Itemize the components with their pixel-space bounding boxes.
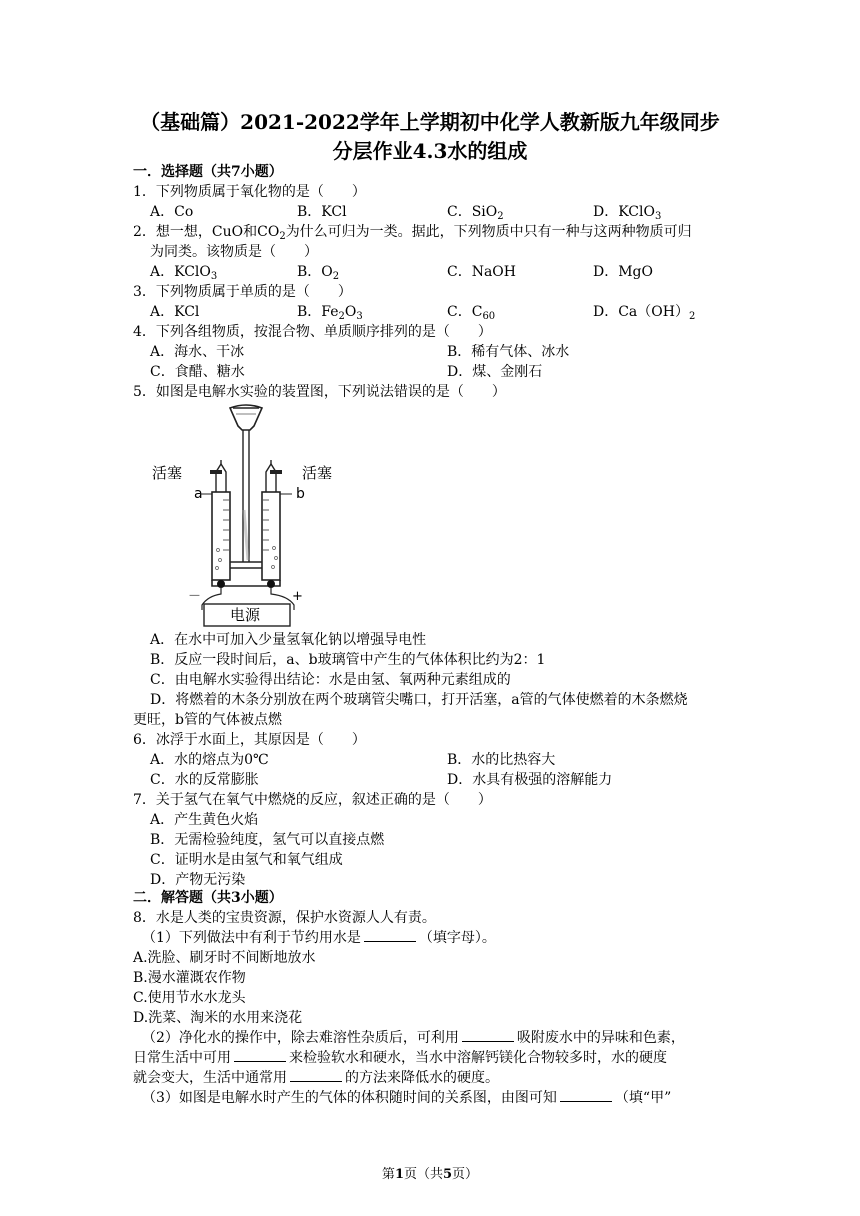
electrolysis-apparatus-figure <box>150 400 350 628</box>
figure-label-a: a <box>194 486 203 502</box>
answer-blank[interactable] <box>364 929 416 942</box>
q8-part1-option-a: A.洗脸、刷牙时不间断地放水 <box>133 950 316 966</box>
q3-option-b: B．$Fe_2O_3$ <box>297 304 363 322</box>
q1-option-c: C．SiO$_2$ <box>447 204 504 222</box>
q5-option-d-line1: D．将燃着的木条分别放在两个玻璃管尖嘴口，打开活塞，a管的气体使燃着的木条燃烧 <box>150 692 688 708</box>
q2-stem-line1: 2．想一想，CuO和$CO_2$为什么可归为一类。据此，下列物质中只有一种与这两种物质可归 <box>133 224 692 242</box>
q6-option-b: B．水的比热容大 <box>447 752 556 768</box>
q4-stem: 4．下列各组物质，按混合物、单质顺序排列的是（ ） <box>133 324 492 340</box>
q2-option-a: A．KClO$_3$ <box>150 264 218 282</box>
q8-part1-option-c: C.使用节水水龙头 <box>133 990 246 1006</box>
answer-blank[interactable] <box>290 1069 342 1082</box>
figure-label-plus: + <box>292 589 303 604</box>
q5-option-a: A．在水中可加入少量氢氧化钠以增强导电性 <box>150 632 427 648</box>
q8-part1-option-d: D.洗菜、淘米的水用来浇花 <box>133 1010 303 1026</box>
q1-stem: 1．下列物质属于氧化物的是（ ） <box>133 184 366 200</box>
q5-option-c: C．由电解水实验得出结论：水是由氢、氧两种元素组成的 <box>150 672 511 688</box>
q3-option-d: D．$Ca(OH)_2$ <box>593 304 696 322</box>
q2-option-c: C．NaOH <box>447 264 516 280</box>
q3-option-c: C．$C_{60}$ <box>447 304 496 322</box>
q3-stem: 3．下列物质属于单质的是（ ） <box>133 284 352 300</box>
document-title-line1: （基础篇）2021-2022学年上学期初中化学人教新版九年级同步 <box>140 110 720 134</box>
q8-part2-line2: 日常生活中可用 来检验软水和硬水，当水中溶解钙镁化合物较多时，水的硬度 <box>133 1050 667 1066</box>
q2-option-b: B．$O_2$ <box>297 264 340 282</box>
figure-label-power: 电源 <box>230 606 261 624</box>
q7-option-c: C．证明水是由氢气和氧气组成 <box>150 852 343 868</box>
q6-stem: 6．冰浮于水面上，其原因是（ ） <box>133 732 366 748</box>
q8-part1: （1）下列做法中有利于节约用水是 （填字母）。 <box>142 930 496 946</box>
q4-option-d: D．煤、金刚石 <box>447 364 543 380</box>
q7-option-a: A．产生黄色火焰 <box>150 812 259 828</box>
q5-stem: 5．如图是电解水实验的装置图，下列说法错误的是（ ） <box>133 384 506 400</box>
q1-option-a: A．Co <box>150 204 194 220</box>
q4-option-a: A．海水、干冰 <box>150 344 245 360</box>
q6-option-d: D．水具有极强的溶解能力 <box>447 772 613 788</box>
q7-stem: 7．关于氢气在氧气中燃烧的反应，叙述正确的是（ ） <box>133 792 492 808</box>
q8-stem: 8．水是人类的宝贵资源，保护水资源人人有责。 <box>133 910 436 926</box>
q5-option-d-line2: 更旺，b管的气体被点燃 <box>133 712 282 728</box>
q8-part2-line1: （2）净化水的操作中，除去难溶性杂质后，可利用 吸附废水中的异味和色素， <box>142 1030 685 1046</box>
section-heading-choice: 一．选择题（共7小题） <box>133 164 283 180</box>
answer-blank[interactable] <box>462 1029 514 1042</box>
answer-blank[interactable] <box>560 1089 612 1102</box>
section-heading-answer: 二．解答题（共3小题） <box>133 890 283 906</box>
page-footer: 第1页（共5页） <box>381 1167 479 1182</box>
q8-part2-line3: 就会变大，生活中通常用 的方法来降低水的硬度。 <box>133 1070 499 1086</box>
q6-option-a: A．水的熔点为0℃ <box>150 752 269 768</box>
figure-label-valve-right: 活塞 <box>302 464 333 482</box>
document-title-line2: 分层作业4.3水的组成 <box>332 139 528 163</box>
figure-label-valve-left: 活塞 <box>152 464 183 482</box>
q2-option-d: D．MgO <box>593 264 653 280</box>
q1-option-d: D．KClO$_3$ <box>593 204 662 222</box>
q2-stem-line2: 为同类。该物质是（ ） <box>150 244 318 260</box>
q4-option-b: B．稀有气体、冰水 <box>447 344 570 360</box>
q3-option-a: A．KCl <box>150 304 200 320</box>
figure-label-minus: － <box>188 589 202 604</box>
figure-label-b: b <box>296 486 305 502</box>
q1-option-b: B．KCl <box>297 204 347 220</box>
answer-blank[interactable] <box>234 1049 286 1062</box>
q7-option-d: D．产物无污染 <box>150 872 246 888</box>
q6-option-c: C．水的反常膨胀 <box>150 772 259 788</box>
q4-option-c: C．食醋、糖水 <box>150 364 245 380</box>
q5-option-b: B．反应一段时间后，a、b玻璃管中产生的气体体积比约为2：1 <box>150 652 546 668</box>
q8-part3: （3）如图是电解水时产生的气体的体积随时间的关系图，由图可知 （填“甲” <box>142 1090 672 1106</box>
q8-part1-option-b: B.漫水灌溉农作物 <box>133 970 246 986</box>
q7-option-b: B．无需检验纯度，氢气可以直接点燃 <box>150 832 385 848</box>
